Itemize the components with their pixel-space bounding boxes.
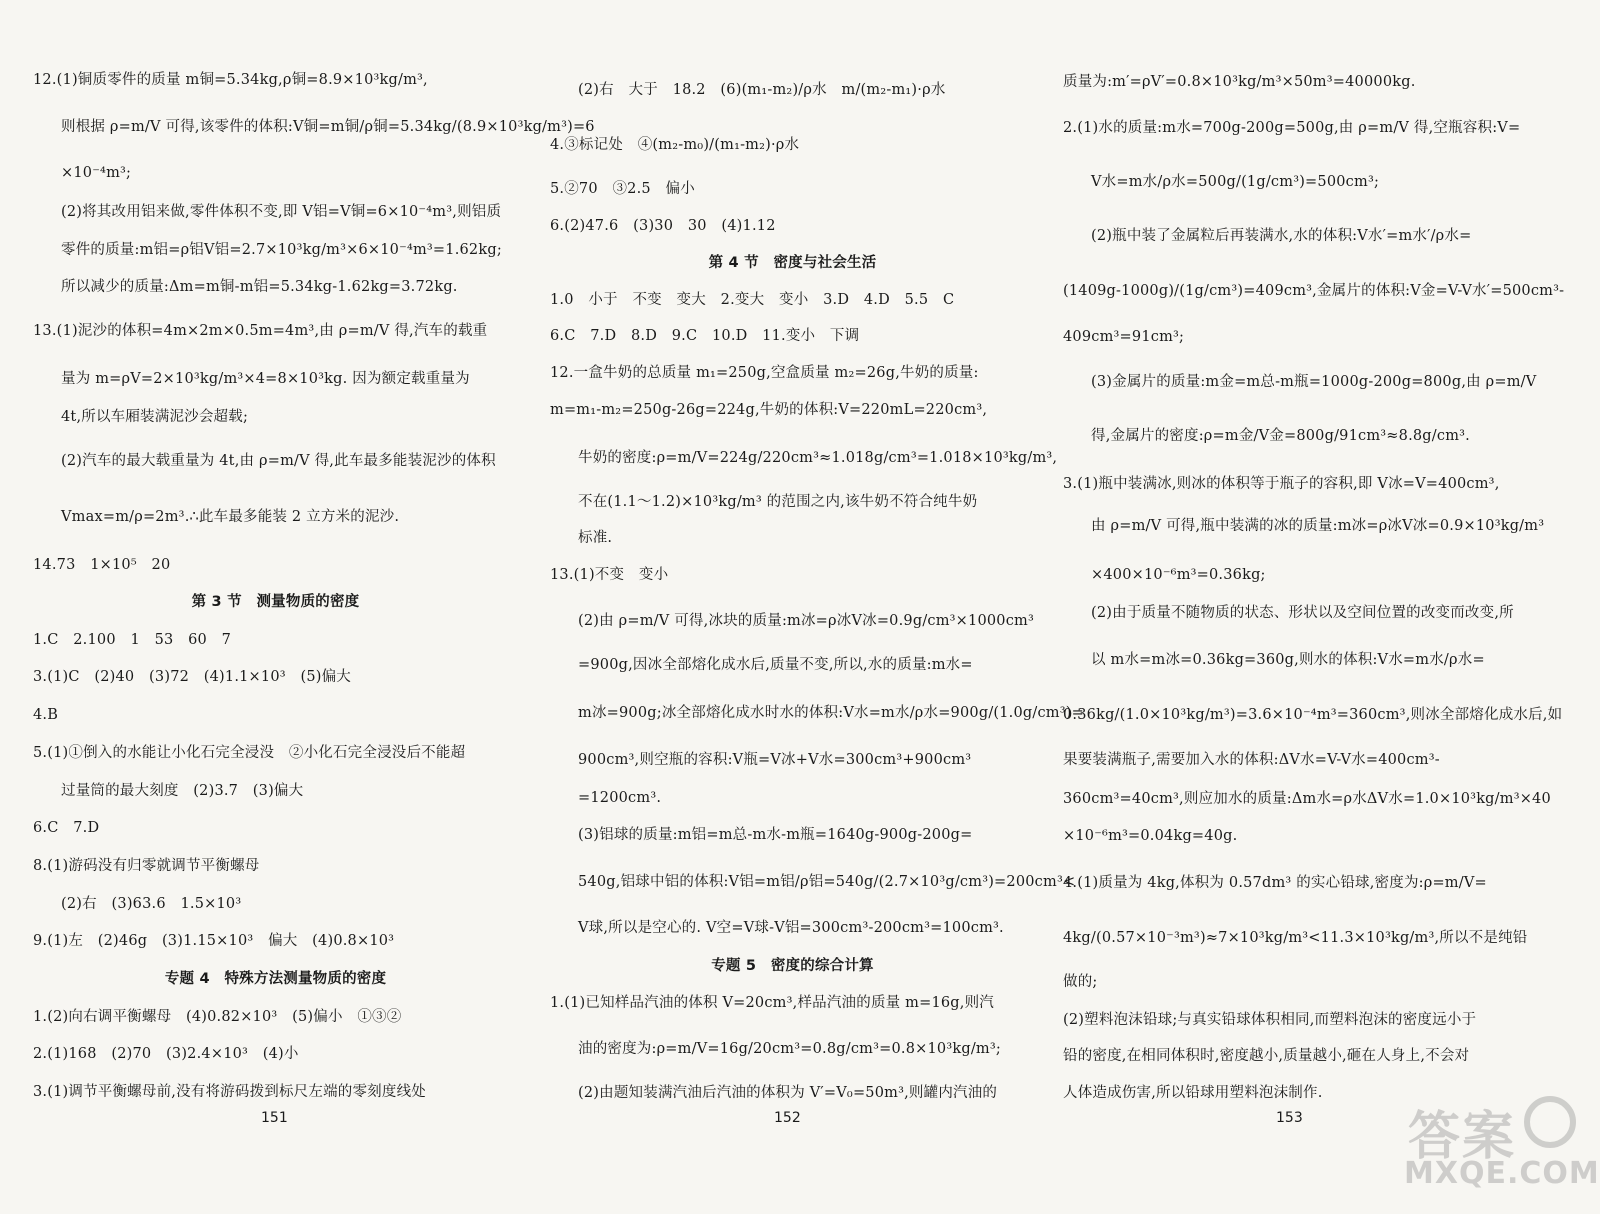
- watermark-logo: [1398, 1088, 1600, 1198]
- text-line: 不在(1.1～1.2)×10³kg/m³ 的范围之内,该牛奶不符合纯牛奶: [578, 494, 978, 510]
- text-line: 则根据 ρ=m/V 可得,该零件的体积:V铜=m铜/ρ铜=5.34kg/(8.9×10³kg/m³)=6: [61, 119, 595, 135]
- text-line: (2)汽车的最大载重量为 4t,由 ρ=m/V 得,此车最多能装泥沙的体积: [61, 453, 496, 469]
- text-line: (1409g-1000g)/(1g/cm³)=409cm³,金属片的体积:V金=V-V水′=500cm³-: [1063, 283, 1565, 299]
- text-line: 人体造成伤害,所以铅球用塑料泡沫制作.: [1063, 1085, 1323, 1101]
- text-line: (2)由题知装满汽油后汽油的体积为 V′=V₀=50m³,则罐内汽油的: [578, 1085, 998, 1101]
- text-line: (2)将其改用铝来做,零件体积不变,即 V铝=V铜=6×10⁻⁴m³,则铝质: [61, 204, 502, 220]
- text-line: (3)金属片的质量:m金=m总-m瓶=1000g-200g=800g,由 ρ=m/V: [1091, 374, 1537, 390]
- text-line: 牛奶的密度:ρ=m/V=224g/220cm³≈1.018g/cm³=1.018×10³kg/m³,: [578, 450, 1058, 466]
- text-line: 5.②70 ③2.5 偏小: [550, 181, 695, 197]
- text-line: 量为 m=ρV=2×10³kg/m³×4=8×10³kg. 因为额定载重量为: [61, 371, 470, 387]
- text-line: 8.(1)游码没有归零就调节平衡螺母: [33, 858, 260, 874]
- text-line: ×10⁻⁴m³;: [61, 165, 132, 181]
- section-title: 专题 4 特殊方法测量物质的密度: [164, 971, 387, 987]
- text-line: m=m₁-m₂=250g-26g=224g,牛奶的体积:V=220mL=220cm³,: [550, 402, 988, 418]
- text-line: V球,所以是空心的. V空=V球-V铝=300cm³-200cm³=100cm³.: [578, 920, 1004, 936]
- text-line: 1.C 2.100 1 53 60 7: [33, 632, 232, 648]
- text-line: 12.一盒牛奶的总质量 m₁=250g,空盒质量 m₂=26g,牛奶的质量:: [550, 365, 979, 381]
- text-line: 6.C 7.D: [33, 820, 100, 836]
- text-line: 5.(1)①倒入的水能让小化石完全浸没 ②小化石完全浸没后不能超: [33, 745, 466, 761]
- text-line: ×10⁻⁶m³=0.04kg=40g.: [1063, 828, 1238, 844]
- text-line: 以 m水=m冰=0.36kg=360g,则水的体积:V水=m水/ρ水=: [1091, 652, 1485, 668]
- watermark-circle-icon: [1524, 1096, 1576, 1148]
- text-line: 4.(1)质量为 4kg,体积为 0.57dm³ 的实心铅球,密度为:ρ=m/V=: [1063, 875, 1487, 891]
- text-line: 油的密度为:ρ=m/V=16g/20cm³=0.8g/cm³=0.8×10³kg/m³;: [578, 1041, 1001, 1057]
- text-line: 360cm³=40cm³,则应加水的质量:Δm水=ρ水ΔV水=1.0×10³kg/m³×40: [1063, 791, 1551, 807]
- section-title: 第 4 节 密度与社会生活: [708, 255, 877, 271]
- text-line: 得,金属片的密度:ρ=m金/V金=800g/91cm³≈8.8g/cm³.: [1091, 428, 1470, 444]
- page-column-151: [33, 0, 595, 1214]
- text-line: 6.C 7.D 8.D 9.C 10.D 11.变小 下调: [550, 328, 860, 344]
- text-line: 所以减少的质量:Δm=m铜-m铝=5.34kg-1.62kg=3.72kg.: [61, 279, 458, 295]
- text-line: 3.(1)调节平衡螺母前,没有将游码拨到标尺左端的零刻度线处: [33, 1084, 426, 1100]
- text-line: (2)塑料泡沫铅球;与真实铅球体积相同,而塑料泡沫的密度远小于: [1063, 1012, 1477, 1028]
- text-line: (2)由 ρ=m/V 可得,冰块的质量:m冰=ρ冰V冰=0.9g/cm³×1000cm³: [578, 613, 1035, 629]
- text-line: ×400×10⁻⁶m³=0.36kg;: [1091, 567, 1266, 583]
- text-line: 3.(1)瓶中装满冰,则冰的体积等于瓶子的容积,即 V冰=V=400cm³,: [1063, 476, 1500, 492]
- watermark-title: 答案: [1408, 1107, 1517, 1167]
- text-line: 由 ρ=m/V 可得,瓶中装满的冰的质量:m冰=ρ冰V冰=0.9×10³kg/m³: [1091, 518, 1545, 534]
- text-line: 13.(1)不变 变小: [550, 567, 669, 583]
- text-line: 14.73 1×10⁵ 20: [33, 557, 171, 573]
- text-line: 12.(1)铜质零件的质量 m铜=5.34kg,ρ铜=8.9×10³kg/m³,: [33, 72, 428, 88]
- text-line: 6.(2)47.6 (3)30 30 (4)1.12: [550, 218, 776, 234]
- text-line: (2)右 (3)63.6 1.5×10³: [61, 896, 242, 912]
- text-line: 零件的质量:m铝=ρ铝V铝=2.7×10³kg/m³×6×10⁻⁴m³=1.62kg;: [61, 242, 502, 258]
- text-line: 4.③标记处 ④(m₂-m₀)/(m₁-m₂)·ρ水: [550, 137, 800, 153]
- page-number: 152: [774, 1110, 801, 1126]
- text-line: 540g,铝球中铝的体积:V铝=m铝/ρ铝=540g/(2.7×10³g/cm³)=200cm³<: [578, 874, 1076, 890]
- text-line: 做的;: [1063, 974, 1098, 990]
- text-line: 3.(1)C (2)40 (3)72 (4)1.1×10³ (5)偏大: [33, 669, 351, 685]
- text-line: =1200cm³.: [578, 790, 662, 806]
- text-line: (2)由于质量不随物质的状态、形状以及空间位置的改变而改变,所: [1091, 605, 1514, 621]
- page-column-153: [1063, 0, 1565, 1214]
- text-line: 4kg/(0.57×10⁻³m³)≈7×10³kg/m³<11.3×10³kg/m³,所以不是纯铅: [1063, 930, 1528, 946]
- text-line: 0.36kg/(1.0×10³kg/m³)=3.6×10⁻⁴m³=360cm³,则冰全部熔化成水后,如: [1063, 707, 1563, 723]
- text-line: Vmax=m/ρ=2m³.∴此车最多能装 2 立方米的泥沙.: [61, 509, 400, 525]
- text-line: 1.(2)向右调平衡螺母 (4)0.82×10³ (5)偏小 ①③②: [33, 1009, 402, 1025]
- text-line: 2.(1)水的质量:m水=700g-200g=500g,由 ρ=m/V 得,空瓶容积:V=: [1063, 120, 1521, 136]
- watermark-url: MXQE.COM: [1404, 1156, 1600, 1191]
- text-line: 4t,所以车厢装满泥沙会超载;: [61, 409, 249, 425]
- page-number: 151: [261, 1110, 288, 1126]
- text-line: =900g,因冰全部熔化成水后,质量不变,所以,水的质量:m水=: [578, 657, 973, 673]
- text-line: (2)右 大于 18.2 (6)(m₁-m₂)/ρ水 m/(m₂-m₁)·ρ水: [578, 82, 946, 98]
- text-line: m冰=900g;冰全部熔化成水时水的体积:V水=m水/ρ水=900g/(1.0g/cm³)=: [578, 705, 1084, 721]
- text-line: 409cm³=91cm³;: [1063, 329, 1185, 345]
- text-line: 2.(1)168 (2)70 (3)2.4×10³ (4)小: [33, 1046, 299, 1062]
- text-line: 铅的密度,在相同体积时,密度越小,质量越小,砸在人身上,不会对: [1063, 1048, 1470, 1064]
- text-line: 1.(1)已知样品汽油的体积 V=20cm³,样品汽油的质量 m=16g,则汽: [550, 995, 994, 1011]
- text-line: 果要装满瓶子,需要加入水的体积:ΔV水=V-V水=400cm³-: [1063, 752, 1440, 768]
- page-number: 153: [1276, 1110, 1303, 1126]
- text-line: 4.B: [33, 707, 59, 723]
- section-title: 专题 5 密度的综合计算: [711, 958, 874, 974]
- text-line: V水=m水/ρ水=500g/(1g/cm³)=500cm³;: [1091, 174, 1380, 190]
- section-title: 第 3 节 测量物质的密度: [191, 594, 360, 610]
- text-line: 过量筒的最大刻度 (2)3.7 (3)偏大: [61, 783, 304, 799]
- text-line: 标准.: [578, 530, 613, 546]
- text-line: (3)铝球的质量:m铝=m总-m水-m瓶=1640g-900g-200g=: [578, 827, 973, 843]
- text-line: 900cm³,则空瓶的容积:V瓶=V冰+V水=300cm³+900cm³: [578, 752, 972, 768]
- text-line: (2)瓶中装了金属粒后再装满水,水的体积:V水′=m水′/ρ水=: [1091, 228, 1472, 244]
- text-line: 质量为:m′=ρV′=0.8×10³kg/m³×50m³=40000kg.: [1063, 74, 1416, 90]
- text-line: 9.(1)左 (2)46g (3)1.15×10³ 偏大 (4)0.8×10³: [33, 933, 395, 949]
- text-line: 13.(1)泥沙的体积=4m×2m×0.5m=4m³,由 ρ=m/V 得,汽车的载重: [33, 323, 488, 339]
- text-line: 1.0 小于 不变 变大 2.变大 变小 3.D 4.D 5.5 C: [550, 292, 955, 308]
